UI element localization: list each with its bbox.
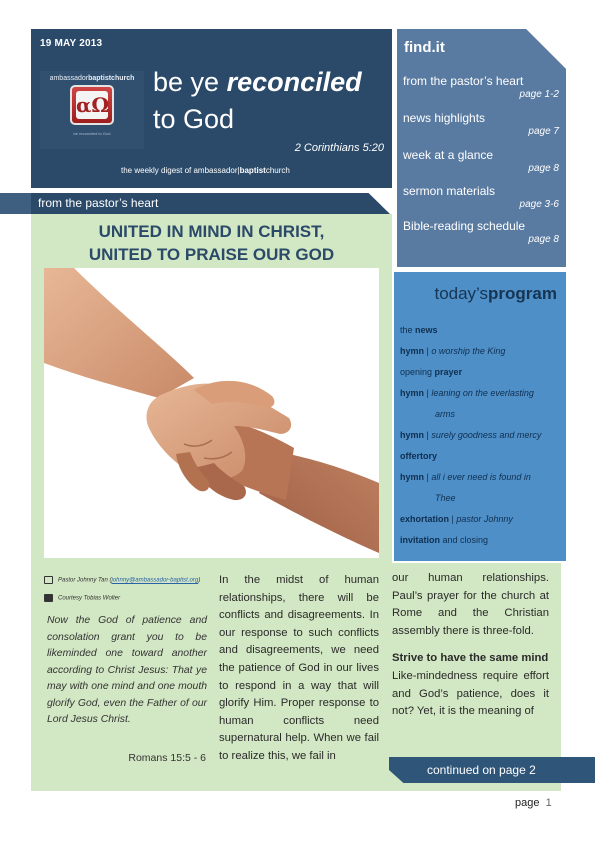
logo-motto: be reconciled to God [73, 131, 111, 136]
masthead-title-line2: to God [153, 104, 235, 134]
program-item: offertory [400, 451, 438, 461]
program-list [400, 320, 562, 551]
photo-credit: Courtesy Tobias Wolter [44, 594, 120, 602]
handshake-photo [44, 268, 379, 558]
logo-wordmark: ambassadorbaptistchurch [49, 75, 135, 82]
program-item: the news [400, 325, 438, 335]
program-item: exhortation | pastor Johnny [400, 514, 513, 524]
todays-program-panel [394, 272, 566, 561]
article-headline: UNITED IN MIND IN CHRIST, UNITED TO PRAISE OUR GOD [88, 222, 335, 264]
scripture-reference: 2 Corinthians 5:20 [294, 142, 384, 154]
article-column-3 [392, 570, 549, 721]
author-email-link[interactable]: johnny@ambassador-baptist.org [111, 577, 199, 584]
program-item-continued: Thee [435, 493, 456, 503]
section-banner-accent [0, 193, 31, 214]
section-banner-label: from the pastor’s heart [38, 196, 159, 210]
masthead [31, 29, 392, 188]
find-it-title: find.it [404, 39, 445, 56]
pencil-icon [44, 576, 53, 584]
program-item-continued: arms [435, 409, 455, 419]
program-item: hymn | all i ever need is found in [400, 472, 531, 482]
findit-item-week-at-a-glance[interactable]: week at a glance page 8 [403, 148, 559, 174]
scripture-quote-reference: Romans 15:5 - 6 [128, 752, 206, 764]
camera-icon [44, 594, 53, 602]
paragraph: our human relationships. Paul’s prayer for the church at Rome and the Christian assembly there is three-fold. [392, 572, 549, 637]
author-credit: Pastor Johnny Tan (johnny@ambassador-baptist.org) [44, 576, 200, 584]
article-column-2: In the midst of human relationships, there will be conflicts and disagreements. In our response to such conflicts and disagreements, we need the patience of God in our lives to respond in a way that will glorify Him. Proper response to human conflicts need supernatural help. When we fail to realize this, we fail in [219, 574, 379, 762]
program-item: opening prayer [400, 367, 463, 377]
findit-item-bible-reading[interactable]: Bible-reading schedule page 8 [403, 219, 559, 245]
paragraph: Like-mindedness require effort and God’s patience, does it not? Yet, it is the meaning of [392, 669, 549, 718]
program-item: hymn | leaning on the everlasting [400, 388, 534, 398]
tagline: the weekly digest of ambassador|baptistchurch [121, 166, 290, 175]
subheading: Strive to have the same mind [392, 652, 549, 665]
findit-item-sermon-materials[interactable]: sermon materials page 3-6 [403, 184, 559, 210]
program-item: hymn | surely goodness and mercy [400, 430, 542, 440]
page-number: page 1 [515, 797, 552, 809]
continued-label[interactable]: continued on page 2 [427, 763, 536, 777]
program-item: hymn | o worship the King [400, 346, 506, 356]
masthead-title: be ye reconciled [153, 67, 362, 97]
alpha-omega-icon: αΩ [70, 85, 114, 125]
scripture-quote: Now the God of patience and consolation grant you to be likeminded one toward another according to Christ Jesus: That ye may with one mind and one mouth glorify God, even the Father of our Lord Jesus Christ. [47, 615, 207, 725]
issue-date: 19 MAY 2013 [40, 38, 103, 49]
program-item: invitation and closing [400, 535, 489, 545]
program-title: today’sprogram [434, 284, 557, 303]
church-logo [40, 71, 144, 149]
findit-item-news-highlights[interactable]: news highlights page 7 [403, 111, 559, 137]
findit-item-pastors-heart[interactable]: from the pastor’s heart page 1-2 [403, 74, 559, 100]
